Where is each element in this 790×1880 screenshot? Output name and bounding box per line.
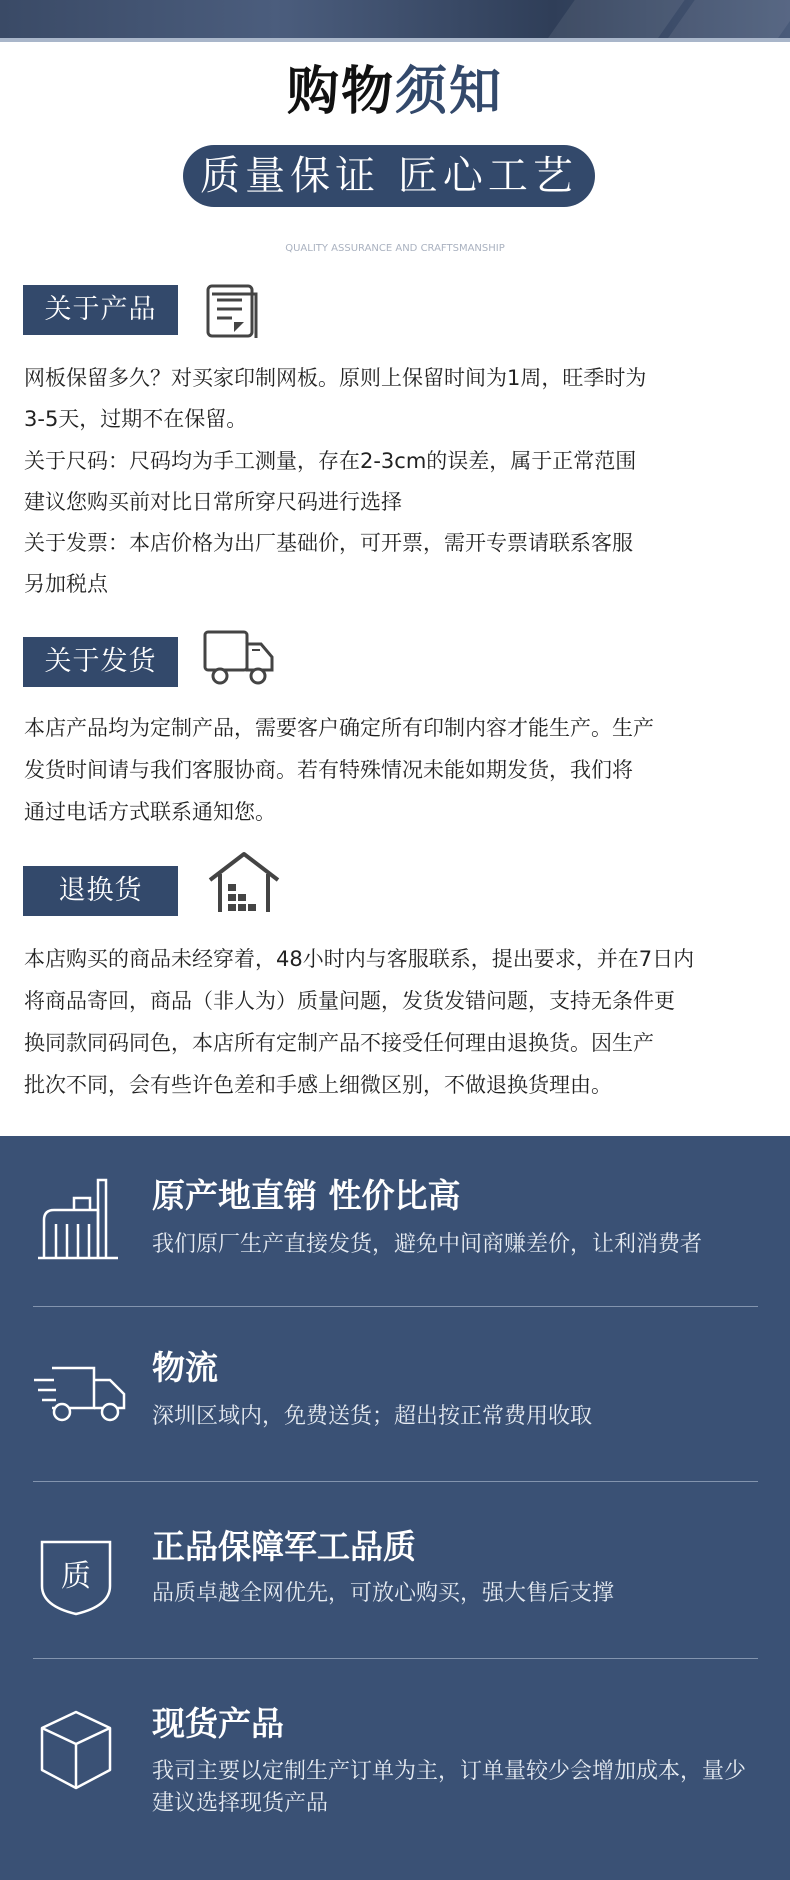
section-text-shipping	[24, 707, 779, 833]
text-line: 将商品寄回，商品（非人为）质量问题，发货发错问题，支持无条件更	[24, 989, 675, 1013]
box-icon	[38, 1708, 114, 1796]
title-part2: 须知	[395, 62, 504, 122]
feature-desc: 深圳区域内，免费送货；超出按正常费用收取	[152, 1404, 593, 1429]
features-panel	[0, 1136, 790, 1880]
divider	[33, 1481, 758, 1482]
text-line: 换同款同码同色，本店所有定制产品不接受任何理由退换货。因生产	[24, 1031, 654, 1055]
section-label-product: 关于产品	[23, 285, 178, 335]
text-line: 3-5天，过期不在保留。	[24, 407, 248, 431]
section-text-product	[24, 358, 779, 604]
text-line: 本店产品均为定制产品，需要客户确定所有印制内容才能生产。生产	[24, 716, 654, 740]
text-line: 网板保留多久？对买家印制网板。原则上保留时间为1周，旺季时为	[24, 366, 647, 390]
feature-title: 现货产品	[152, 1704, 284, 1743]
feature-title: 原产地直销 性价比高	[152, 1176, 461, 1215]
delivery-truck-icon	[32, 1364, 128, 1428]
feature-desc: 品质卓越全网优先，可放心购买，强大售后支撑	[152, 1581, 615, 1606]
divider	[33, 1658, 758, 1659]
section-label-shipping: 关于发货	[23, 637, 178, 687]
text-line: 发货时间请与我们客服协商。若有特殊情况未能如期发货，我们将	[24, 758, 633, 782]
feature-desc: 我司主要以定制生产订单为主，订单量较少会增加成本，量少建议选择现货产品	[152, 1759, 747, 1816]
quality-badge-text: 质	[61, 1559, 91, 1594]
text-line: 本店购买的商品未经穿着，48小时内与客服联系，提出要求，并在7日内	[24, 947, 695, 971]
top-banner	[0, 0, 790, 42]
text-line: 建议您购买前对比日常所穿尺码进行选择	[24, 490, 402, 514]
text-line: 批次不同，会有些许色差和手感上细微区别，不做退换货理由。	[24, 1073, 612, 1097]
text-line: 关于尺码：尺码均为手工测量，存在2-3cm的误差，属于正常范围	[24, 449, 637, 473]
quality-shield-icon	[38, 1536, 114, 1622]
section-label-returns: 退换货	[23, 866, 178, 916]
feature-title: 物流	[152, 1348, 218, 1387]
divider	[33, 1306, 758, 1307]
factory-icon	[36, 1176, 122, 1266]
page-title	[0, 60, 790, 124]
feature-title: 正品保障军工品质	[152, 1527, 416, 1566]
english-subtitle: QUALITY ASSURANCE AND CRAFTSMANSHIP	[285, 243, 505, 254]
text-line: 关于发票：本店价格为出厂基础价，可开票，需开专票请联系客服	[24, 531, 633, 555]
title-part1: 购物	[286, 62, 395, 122]
feature-desc: 我们原厂生产直接发货，避免中间商赚差价，让利消费者	[152, 1232, 703, 1257]
slogan-pill: 质量保证 匠心工艺	[183, 145, 595, 207]
document-icon	[204, 282, 264, 348]
truck-icon	[202, 628, 276, 694]
text-line: 另加税点	[24, 572, 108, 596]
section-text-returns	[24, 938, 779, 1106]
text-line: 通过电话方式联系通知您。	[24, 800, 276, 824]
warehouse-icon	[206, 850, 282, 920]
